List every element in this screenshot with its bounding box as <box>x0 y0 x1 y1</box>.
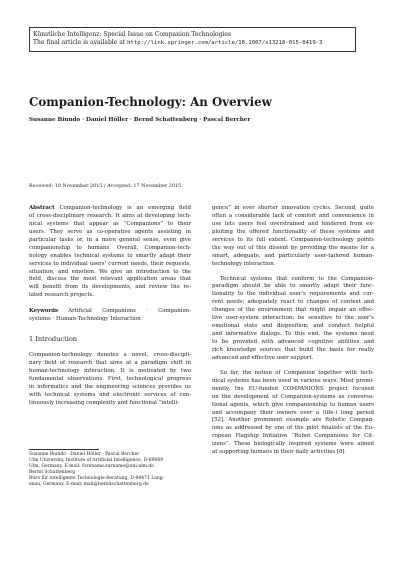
paragraph-1 <box>212 205 374 269</box>
abstract-line: field, discuss the most relevant application areas that <box>29 276 191 283</box>
body-line: gence” in ever shorter innovation cycles. Second, quite <box>212 205 374 211</box>
journal-header-box <box>29 27 356 52</box>
body-line: ploiting the offered functionality of these systems and <box>212 228 374 235</box>
intro-line: nary field of research that aims at a paradigm shift in <box>29 359 191 366</box>
author-affiliations <box>29 452 191 488</box>
journal-name: Künstliche Intelligenz: Special Issue on Companion Technologies <box>33 31 231 38</box>
article-url-link[interactable]: http://link.springer.com/article/10.1007/s13218-015-0419-3 <box>127 40 323 46</box>
body-line: changes of the environment that might impair an effec- <box>212 307 374 314</box>
affiliation-line: enau, Germany. E-mail: mail@berndschattenberg.de <box>29 482 149 487</box>
body-line: izens”. These biologically inspired systems were aimed <box>212 441 374 448</box>
keywords <box>29 308 191 324</box>
body-line: to be provided with advanced cognitive abilities and <box>212 339 374 345</box>
body-line: rich knowledge sources that build the basis for really <box>212 346 374 353</box>
paragraph-3 <box>212 370 374 457</box>
intro-line: tinuously increasing complexity and functional “intelli- <box>29 399 179 406</box>
abstract-label: Abstract <box>29 205 55 211</box>
text-line-content: Artificial Companions · Companion- <box>68 308 191 315</box>
body-line: ropean Flagship Initiative “Robot Companions for Cit- <box>212 433 374 440</box>
body-line: tional agents, which give companionship to human users <box>212 401 374 408</box>
body-line: and informative dialogs. To this end, the systems need <box>212 331 374 338</box>
affiliation-line: Ulm University, Institute of Artificial Intelligence, D-89069 <box>29 458 164 463</box>
intro-line: with technical systems and electronic services of con- <box>29 391 191 398</box>
author-list: Susanne Biundo · Daniel Höller · Bernd Schattenberg · Pascal Bercher <box>29 117 251 123</box>
body-line: at supporting humans in their daily activities [8]. <box>212 449 347 456</box>
introduction-text <box>29 352 191 408</box>
section-heading-introduction: 1 Introduction <box>29 335 78 344</box>
abstract-line: situation, and emotion. We give an introduction to the <box>29 268 191 275</box>
footnote-rule <box>29 449 99 450</box>
body-line: technology interaction. <box>212 260 276 267</box>
body-line: emotional state and disposition; and conduct helpful <box>212 323 374 330</box>
final-article-prefix: The final article is available at <box>33 39 128 46</box>
intro-line: human-technology interaction. It is motivated by two <box>29 367 191 374</box>
intro-line: Companion-technology denotes a novel, cross-discipli- <box>29 352 191 359</box>
body-line: paradigm should be able to smartly adapt their func- <box>212 283 374 290</box>
keywords-line <box>29 308 191 316</box>
body-line: [52]. Another prominent example are Robotic Compan- <box>212 417 374 424</box>
body-line: nently, the EU-funded COMPANIONS project focused <box>212 385 374 392</box>
paragraph-2 <box>212 276 374 363</box>
abstract-line: users. They serve as co-operative agents assisting in <box>29 228 191 235</box>
body-line: Technical systems that conform to the Companion- <box>220 275 374 282</box>
affiliation-line: Susanne Biundo · Daniel Höller · Pascal Bercher <box>29 452 140 457</box>
received-accepted-dates: Received: 10 November 2015 / Accepted: 17 November 2015 <box>29 183 182 189</box>
abstract-line: of cross-disciplinary research. It aims at developing tech- <box>29 212 191 219</box>
body-line: advanced and effective user support. <box>212 354 314 361</box>
abstract-line: services to individual users’ current needs, their requests, <box>29 260 191 267</box>
abstract <box>29 205 191 300</box>
text-line-content: Companion-technology is an emerging field <box>59 205 191 211</box>
keywords-line: systems · Human-Technology Interaction <box>29 316 141 323</box>
abstract-line: lated research projects. <box>29 292 94 299</box>
intro-line: in informatics and the engineering sciences provides us <box>29 383 191 390</box>
abstract-line: nical systems that appear as “Companions” to their <box>29 220 191 227</box>
body-line: So far, the notion of Companion together with tech- <box>220 369 374 376</box>
abstract-line: companionship to humans. Overall, Companion-tech- <box>29 244 191 251</box>
body-line: the way out of this dissent by providing the means for a <box>212 244 374 251</box>
body-line: rent needs; adequately react to changes of context and <box>212 299 374 306</box>
body-line: ions as addressed by one of the pilot finalists of the Eu- <box>212 425 374 432</box>
abstract-line: will benefit from its developments, and review the re- <box>29 284 191 291</box>
intro-line: fundamental observations. First, technological progress <box>29 375 191 382</box>
keywords-label: Keywords <box>29 308 59 315</box>
affiliation-line: Ulm, Germany, E-mail: forename.surname@uni-ulm.de <box>29 464 154 469</box>
body-line: on the development of Companion-systems as conversa- <box>212 393 374 400</box>
body-line: smart, adequate, and particularly user-tailored human- <box>212 252 374 259</box>
right-column <box>212 205 374 457</box>
body-line: use lets users feel overstrained and hindered from ex- <box>212 220 374 227</box>
body-line: nical systems has been used in various ways. Most promi- <box>212 377 374 384</box>
body-line: tionality to the individual user’s requirements and cur- <box>212 291 374 298</box>
left-column <box>29 205 191 408</box>
abstract-line: nology enables technical systems to smartly adapt their <box>29 252 191 259</box>
body-line: tive user-system interaction; be sensitive to the user’s <box>212 315 374 322</box>
abstract-line: particular tasks or, in a more general sense, even give <box>29 236 191 243</box>
body-line: often a considerable lack of comfort and convenience in <box>212 212 374 219</box>
affiliation-line: Büro für intelligente Technologie-Beratung, D-89471 Lang- <box>29 476 165 481</box>
abstract-line <box>29 205 191 213</box>
body-line: and accompany their owners over a (life-) long period <box>212 409 374 416</box>
paper-title: Companion-Technology: An Overview <box>29 95 272 109</box>
body-line: services to its full extent. Companion-technology points <box>212 236 374 243</box>
affiliation-line: Bernd Schattenberg <box>29 470 76 475</box>
final-article-note <box>33 39 322 47</box>
